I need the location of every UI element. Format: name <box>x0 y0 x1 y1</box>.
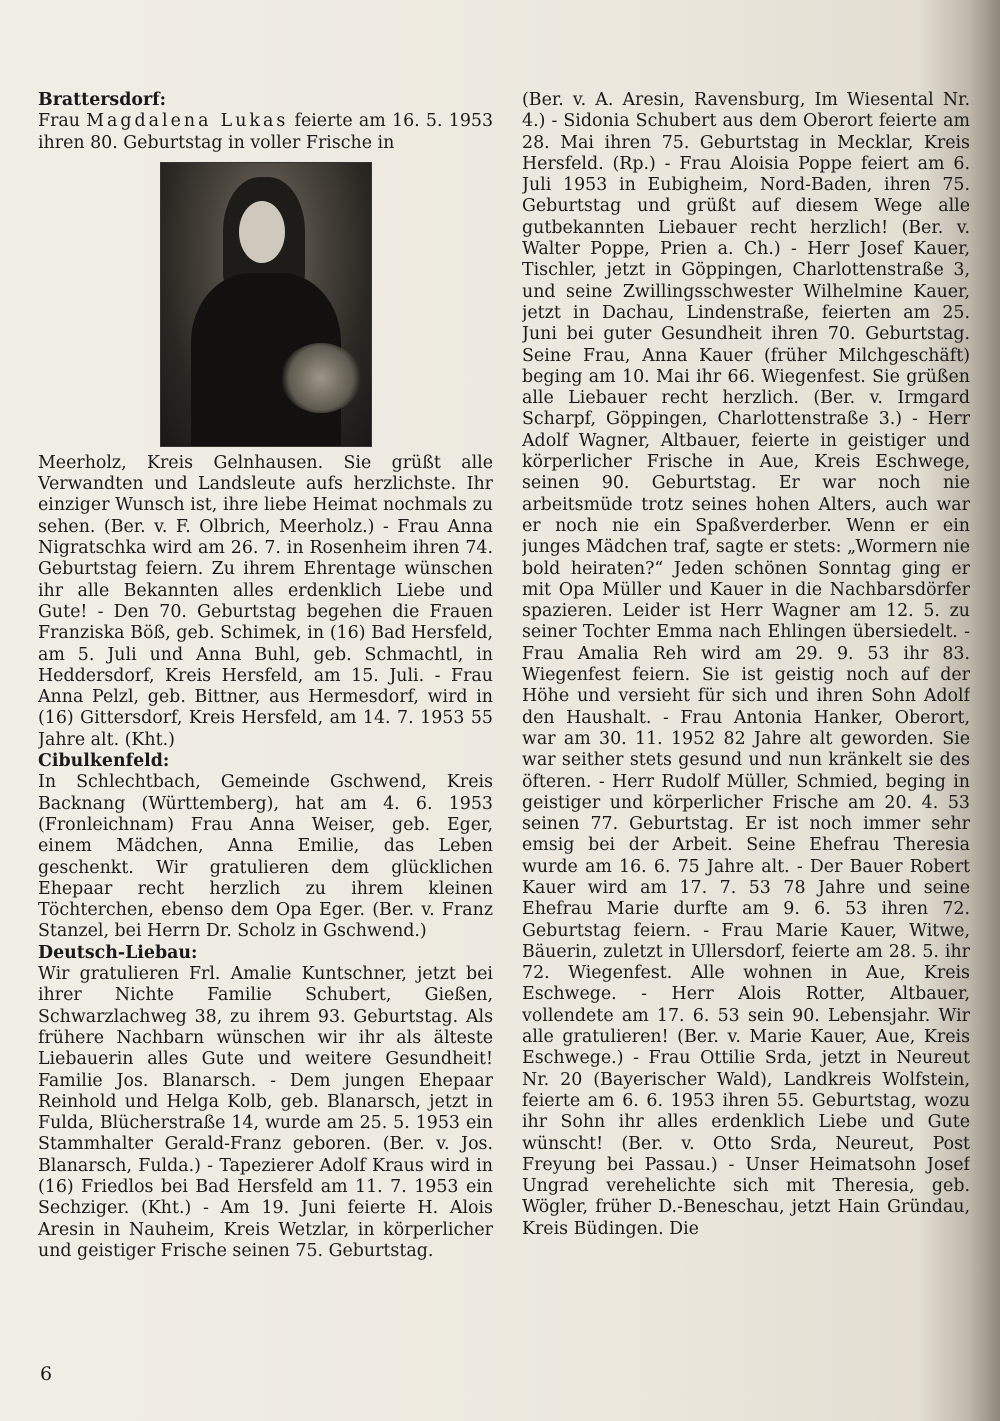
paragraph-deutsch-liebau: Wir gratulieren Frl. Amalie Kuntschner, jetzt bei ihrer Nichte Familie Schubert, Gießen, Schwarzlachweg 38, zu ihrem 93. Geburtstag. Als frühere Nachbarn wünschen wir ihr als älteste Liebauerin alles Gute und weitere Gesundheit! Familie Jos. Blanarsch. - Dem jungen Ehepaar Reinhold und Helga Kolb, geb. Blanarsch, jetzt in Fulda, Blücherstraße 14, wurde am 25. 5. 1953 ein Stammhalter Gerald-Franz geboren. (Ber. v. Jos. Blanarsch, Fulda.) - Tapezierer Adolf Kraus wird in (16) Friedlos bei Bad Hersfeld am 11. 7. 1953 ein Sechziger. (Kht.) - Am 19. Juni feierte H. Alois Aresin in Nauheim, Kreis Wetzlar, in körperlicher und geistiger Frische seinen 75. Geburtstag. <box>38 964 493 1261</box>
left-column <box>38 90 493 1355</box>
photo-plant <box>281 343 361 413</box>
page-number: 6 <box>40 1363 53 1385</box>
heading-cibulkenfeld: Cibulkenfeld: <box>38 751 170 772</box>
photo-face <box>239 201 285 263</box>
heading-deutsch-liebau: Deutsch-Liebau: <box>38 942 198 963</box>
paragraph-right-column: (Ber. v. A. Aresin, Ravensburg, Im Wiesental Nr. 4.) - Sidonia Schubert aus dem Oberort feierte am 28. Mai ihren 75. Geburtstag in Mecklar, Kreis Hersfeld. (Rp.) - Frau Aloisia Poppe feiert am 6. Juli 1953 in Eubigheim, Nord-Baden, ihren 75. Geburtstag und grüßt auf diesem Wege alle gutbekannten Liebauer recht herzlich! (Ber. v. Walter Poppe, Prien a. Ch.) - Herr Josef Kauer, Tischler, jetzt in Göppingen, Charlottenstraße 3, und seine Zwillingsschwester Wilhelmine Kauer, jetzt in Dachau, Lindenstraße, feierten am 25. Juni bei guter Gesundheit ihren 70. Geburtstag. Seine Frau, Anna Kauer (früher Milchgeschäft) beging am 10. Mai ihr 66. Wiegenfest. Sie grüßen alle Liebauer recht herzlich. (Ber. v. Irmgard Scharpf, Göppingen, Charlottenstraße 3.) - Herr Adolf Wagner, Altbauer, feierte in geistiger und körperlicher Frische in Aue, Kreis Eschwege, seinen 90. Geburtstag. Er war noch nie arbeitsmüde trotz seines hohen Alters, auch war er noch nie ein Spaßverderber. Wenn er ein junges Mädchen traf, sagte er stets: „Wormern nie bold heiraten?“ Jeden schönen Sonntag ging er mit Opa Müller und Kauer in die Nachbarsdörfer spazieren. Leider ist Herr Wagner am 12. 5. zu seiner Tochter Emma nach Ehlingen übersiedelt. - Frau Amalia Reh wird am 29. 9. 53 ihr 83. Wiegenfest feiern. Sie ist geistig noch auf der Höhe und versieht für sich und ihren Sohn Adolf den Haushalt. - Frau Antonia Hanker, Oberort, war am 30. 11. 1952 82 Jahre alt geworden. Sie war seither stets gesund und nun kränkelt sie des öfteren. - Herr Rudolf Müller, Schmied, beging in geistiger und körperlicher Frische am 20. 4. 53 seinen 77. Geburtstag. Er ist noch immer sehr emsig bei der Arbeit. Seine Ehefrau Theresia wurde am 16. 6. 75 Jahre alt. - Der Bauer Robert Kauer wird am 17. 7. 53 78 Jahre und seine Ehefrau Marie durfte am 9. 6. 53 ihren 72. Geburtstag feiern. - Frau Marie Kauer, Witwe, Bäuerin, zuletzt in Ullersdorf, feierte am 28. 5. ihr 72. Wiegenfest. Alle wohnen in Aue, Kreis Eschwege. - Herr Alois Rotter, Altbauer, vollendete am 17. 6. 53 sein 90. Lebensjahr. Wir alle gratulieren! (Ber. v. Marie Kauer, Aue, Kreis Eschwege.) - Frau Ottilie Srda, jetzt in Neureut Nr. 20 (Bayerischer Wald), Landkreis Wolfstein, feierte am 6. 6. 1953 ihren 55. Geburtstag, wozu ihr Sohn ihr alles erdenklich Liebe und Gute wünscht! (Ber. v. Otto Srda, Neureut, Post Freyung bei Passau.) - Unser Heimatsohn Josef Ungrad verehelichte sich mit Theresia, geb. Wögler, früher D.-Beneschau, jetzt Hain Gründau, Kreis Büdingen. Die <box>522 90 970 1239</box>
paragraph-brattersdorf-continued: Meerholz, Kreis Gelnhausen. Sie grüßt alle Verwandten und Landsleute aufs herzlichste. Ihr einziger Wunsch ist, ihre liebe Heimat nochmals zu sehen. (Ber. v. F. Olbrich, Meerholz.) - Frau Anna Nigratschka wird am 26. 7. in Rosenheim ihren 74. Geburtstag feiern. Zu ihrem Ehrentage wünschen ihr alle Bekannten alles erdenklich Liebe und Gute! - Den 70. Geburtstag begehen die Frauen Franziska Böß, geb. Schimek, in (16) Bad Hersfeld, am 5. Juli und Anna Buhl, geb. Schmachtl, in Heddersdorf, Kreis Hersfeld, am 15. Juli. - Frau Anna Pelzl, geb. Bittner, aus Hermesdorf, wird in (16) Gittersdorf, Kreis Hersfeld, am 14. 7. 1953 55 Jahre alt. (Kht.) <box>38 452 493 750</box>
paragraph-cibulkenfeld: In Schlechtbach, Gemeinde Gschwend, Kreis Backnang (Württemberg), hat am 4. 6. 1953 (Fronleichnam) Frau Anna Weiser, geb. Eger, einem Mädchen, Anna Emilie, das Leben geschenkt. Wir gratulieren dem glücklichen Ehepaar recht herzlich zu ihrem kleinen Töchterchen, ebenso dem Opa Eger. (Ber. v. Franz Stanzel, bei Herrn Dr. Scholz in Gschwend.) <box>38 772 493 942</box>
intro-prefix: Frau <box>38 111 87 132</box>
right-column <box>522 90 970 1335</box>
paragraph-brattersdorf-intro <box>38 111 493 154</box>
portrait-photo <box>160 162 372 447</box>
heading-brattersdorf: Brattersdorf: <box>38 90 167 110</box>
intro-rest: feierte am 16. 5. 1953 ihren 80. Geburtstag in voller Frische in <box>38 111 493 153</box>
person-name: Magdalena Lukas <box>86 111 289 132</box>
